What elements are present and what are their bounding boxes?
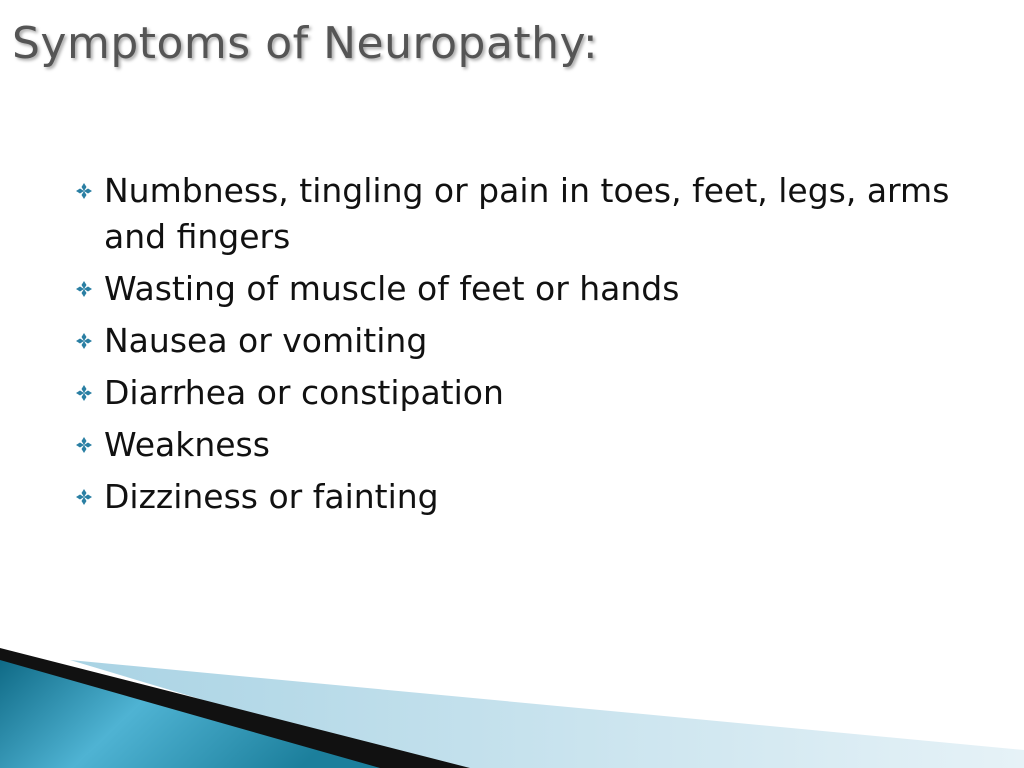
four-diamond-bullet-icon bbox=[76, 370, 104, 416]
bullet-text: Numbness, tingling or pain in toes, feet, legs, arms and fingers bbox=[104, 171, 950, 256]
list-item bbox=[76, 370, 976, 416]
corner-decoration bbox=[0, 638, 1024, 768]
four-diamond-bullet-icon bbox=[76, 474, 104, 520]
bullet-text: Diarrhea or constipation bbox=[104, 373, 504, 412]
bullet-text: Dizziness or fainting bbox=[104, 477, 439, 516]
four-diamond-bullet-icon bbox=[76, 168, 104, 214]
bullet-text: Nausea or vomiting bbox=[104, 321, 428, 360]
bullet-text: Weakness bbox=[104, 425, 270, 464]
list-item bbox=[76, 474, 976, 520]
bullet-text: Wasting of muscle of feet or hands bbox=[104, 269, 680, 308]
list-item bbox=[76, 168, 976, 260]
slide-title: Symptoms of Neuropathy: bbox=[12, 18, 599, 69]
four-diamond-bullet-icon bbox=[76, 318, 104, 364]
list-item bbox=[76, 422, 976, 468]
four-diamond-bullet-icon bbox=[76, 266, 104, 312]
four-diamond-bullet-icon bbox=[76, 422, 104, 468]
list-item bbox=[76, 318, 976, 364]
list-item bbox=[76, 266, 976, 312]
bullet-list bbox=[76, 168, 976, 526]
